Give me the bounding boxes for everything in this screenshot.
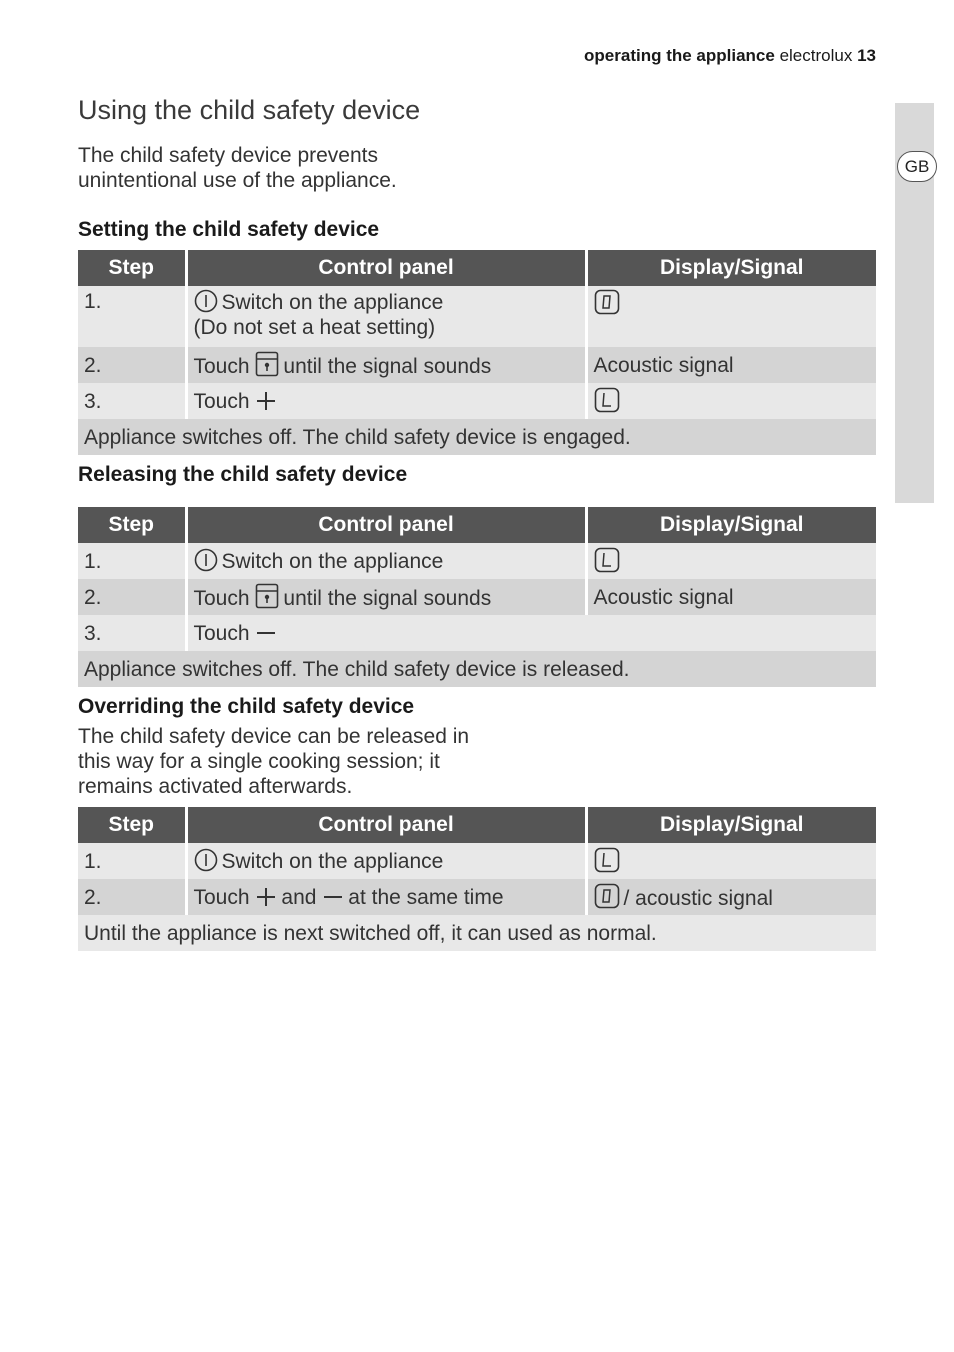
step-cell: 3.: [78, 615, 186, 651]
display-cell: [586, 286, 876, 347]
table-row: [78, 651, 876, 687]
table-row: [78, 347, 876, 383]
lock-key-icon: [255, 351, 279, 377]
step-cell: 3.: [78, 383, 186, 419]
display-cell: Acoustic signal: [586, 347, 876, 383]
column-header-step: Step: [78, 507, 186, 543]
table-row: [78, 879, 876, 915]
power-icon: [194, 548, 218, 572]
control-cell: Switch on the appliance: [186, 543, 586, 579]
column-header-display: Display/Signal: [586, 507, 876, 543]
step-cell: 2.: [78, 347, 186, 383]
summary-cell: Until the appliance is next switched off, it can used as normal.: [78, 915, 876, 951]
display-cell: [586, 543, 876, 579]
table-row: [78, 579, 876, 615]
step-cell: 2.: [78, 879, 186, 915]
page-number: 13: [857, 46, 876, 65]
control-cell: Touch: [186, 615, 876, 651]
setting-heading: Setting the child safety device: [78, 218, 380, 241]
page-header: [584, 46, 876, 66]
column-header-control: Control panel: [186, 250, 586, 286]
column-header-step: Step: [78, 807, 186, 843]
setting-table: [78, 250, 876, 455]
table-row: [78, 843, 876, 879]
display-L-icon: [594, 547, 620, 573]
control-cell: Touch: [186, 383, 586, 419]
step-cell: 2.: [78, 579, 186, 615]
display-L-icon: [594, 847, 620, 873]
summary-cell: Appliance switches off. The child safety device is released.: [78, 651, 876, 687]
table-row: [78, 543, 876, 579]
table-row: [78, 383, 876, 419]
column-header-display: Display/Signal: [586, 250, 876, 286]
table-row: [78, 286, 876, 347]
control-cell: Touch until the signal sounds: [186, 347, 586, 383]
display-cell: Acoustic signal: [586, 579, 876, 615]
page-title: Using the child safety device: [78, 95, 421, 125]
summary-cell: Appliance switches off. The child safety device is engaged.: [78, 419, 876, 455]
table-row: [78, 419, 876, 455]
lock-key-icon: [255, 583, 279, 609]
overriding-text: The child safety device can be released in this way for a single cooking session; it remains activated afterwards.: [78, 725, 470, 798]
releasing-heading: Releasing the child safety device: [78, 463, 408, 486]
plus-icon: [255, 390, 277, 412]
column-header-control: Control panel: [186, 807, 586, 843]
overriding-heading: Overriding the child safety device: [78, 695, 415, 718]
intro-text: The child safety device prevents unintentional use of the appliance.: [78, 144, 397, 192]
power-icon: [194, 848, 218, 872]
language-badge: GB: [897, 151, 937, 182]
display-cell: / acoustic signal: [586, 879, 876, 915]
control-cell: Touch until the signal sounds: [186, 579, 586, 615]
control-cell: Touch and at the same time: [186, 879, 586, 915]
step-cell: 1.: [78, 543, 186, 579]
releasing-table: [78, 507, 876, 687]
display-cell: [586, 843, 876, 879]
column-header-display: Display/Signal: [586, 807, 876, 843]
display-0-icon: [594, 289, 620, 315]
step-cell: 1.: [78, 286, 186, 347]
step-cell: 1.: [78, 843, 186, 879]
column-header-control: Control panel: [186, 507, 586, 543]
table-row: [78, 915, 876, 951]
plus-icon: [255, 886, 277, 908]
control-cell: Switch on the appliance (Do not set a heat setting): [186, 286, 586, 347]
control-cell: Switch on the appliance: [186, 843, 586, 879]
power-icon: [194, 289, 218, 313]
display-0-icon: [594, 883, 620, 909]
overriding-table: [78, 807, 876, 951]
table-row: [78, 615, 876, 651]
header-section: operating the appliance: [584, 46, 775, 65]
header-brand: electrolux: [779, 46, 853, 65]
minus-icon: [322, 886, 344, 908]
display-cell: [586, 383, 876, 419]
column-header-step: Step: [78, 250, 186, 286]
minus-icon: [255, 622, 277, 644]
display-L-icon: [594, 387, 620, 413]
